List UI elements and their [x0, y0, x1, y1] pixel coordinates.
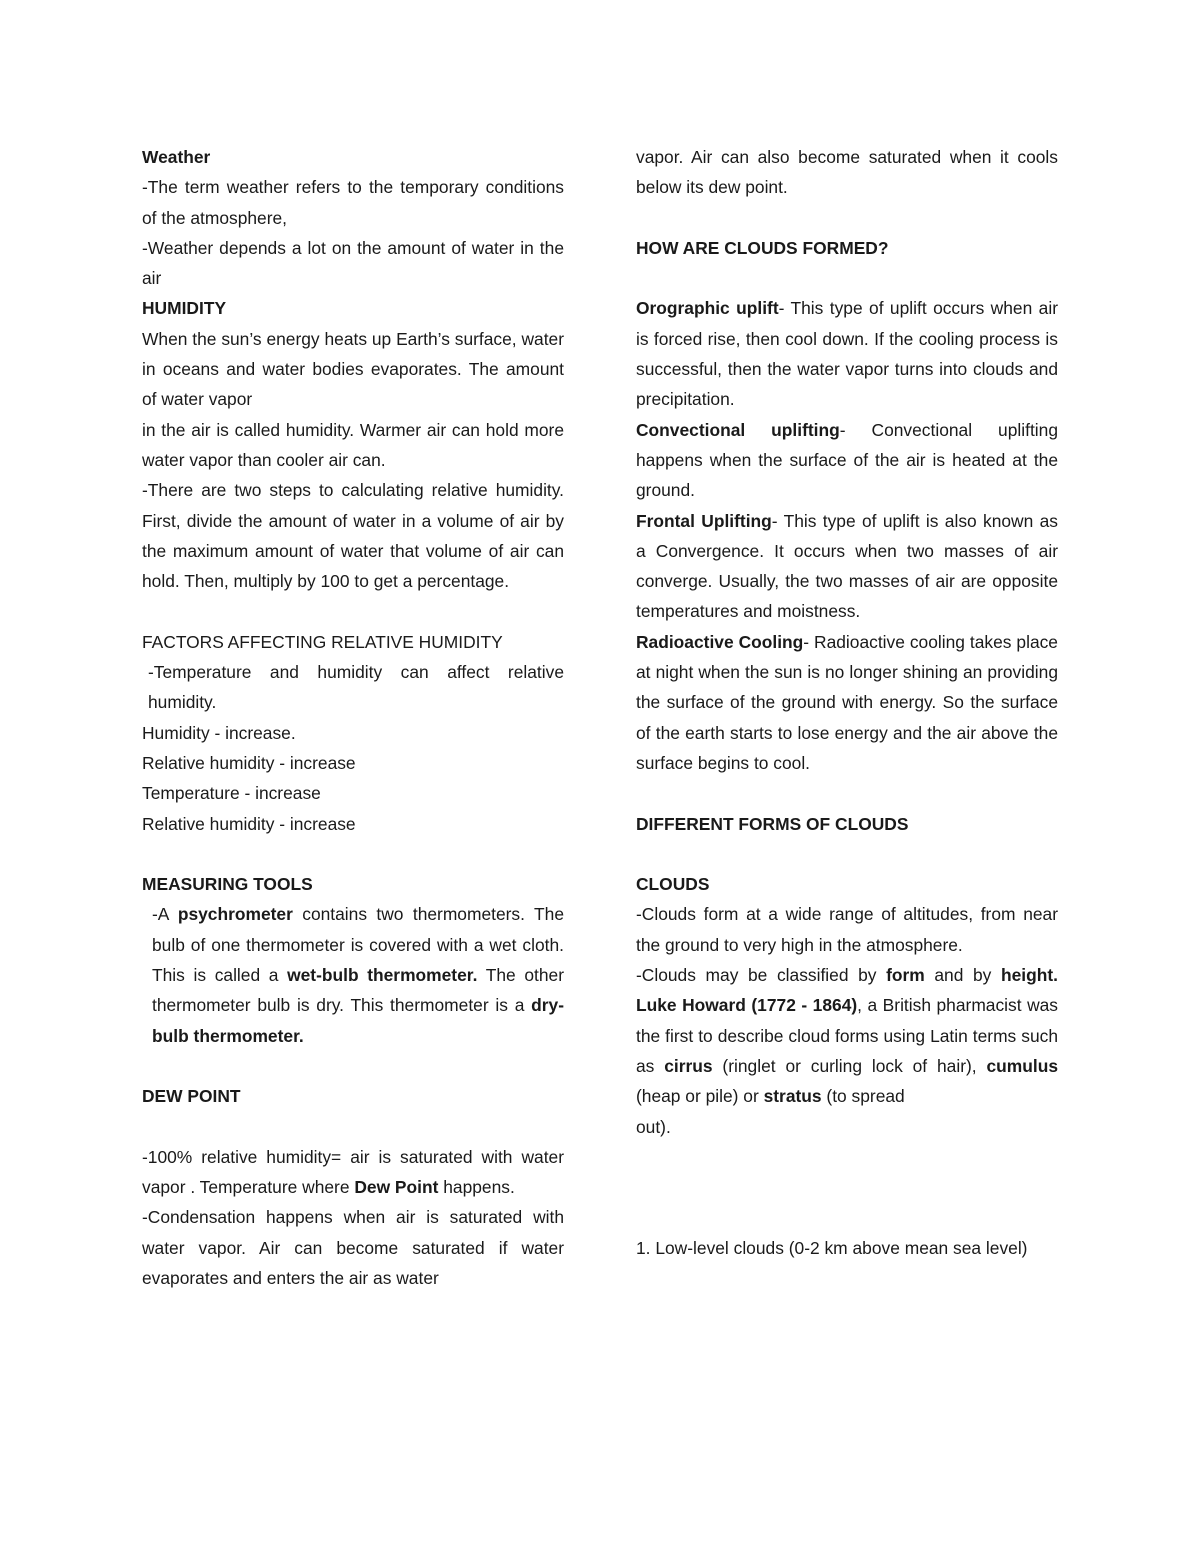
radioactive-cooling-paragraph: Radioactive Cooling- Radioactive cooling takes place at night when the sun is no longer shining an providing the surface of the ground with energy. So the surface of the earth starts to lose energy and the air above the surface begins to cool. [636, 631, 1058, 773]
dew-point-paragraph-2: -Condensation happens when air is saturated with water vapor. Air can become saturated if water evaporates and enters the air as water [142, 1207, 564, 1288]
clouds-paragraph-2: -Clouds may be classified by form and by height. Luke Howard (1772 - 1864), a British pharmacist was the first to describe cloud forms using Latin terms such as cirrus (ringlet or curling lock of hair), cumulus (heap or pile) or stratus (to spread [636, 965, 1058, 1107]
factors-line: Temperature - increase [142, 783, 321, 804]
clouds-heading: CLOUDS [636, 874, 710, 895]
factors-heading: FACTORS AFFECTING RELATIVE HUMIDITY [142, 631, 503, 652]
continued-paragraph: vapor. Air can also become saturated when it cools below its dew point. [636, 147, 1058, 198]
humidity-heading: HUMIDITY [142, 298, 227, 319]
right-column [636, 142, 1058, 1263]
orographic-uplift-paragraph: Orographic uplift- This type of uplift occurs when air is forced rise, then cool down. If the cooling process is successful, then the water vapor turns into clouds and precipitation. [636, 298, 1058, 410]
weather-paragraph-2: -Weather depends a lot on the amount of water in the air [142, 237, 564, 289]
humidity-paragraph-3: -There are two steps to calculating relative humidity. First, divide the amount of water in a volume of air by the maximum amount of water that volume of air can hold. Then, multiply by 100 to get a percentage. [142, 480, 564, 592]
frontal-uplifting-paragraph: Frontal Uplifting- This type of uplift is also known as a Convergence. It occurs when two masses of air converge. Usually, the two masses of air are opposite temperatures and moistness. [636, 510, 1058, 622]
clouds-paragraph-3: out). [636, 1116, 671, 1137]
dew-point-paragraph-1: -100% relative humidity= air is saturated with water vapor . Temperature where Dew Point happens. [142, 1146, 564, 1198]
humidity-paragraph-2: in the air is called humidity. Warmer air can hold more water vapor than cooler air can. [142, 419, 564, 470]
left-column [142, 142, 564, 1293]
clouds-formed-heading: HOW ARE CLOUDS FORMED? [636, 237, 889, 258]
weather-paragraph-1: -The term weather refers to the temporary conditions of the atmosphere, [142, 177, 564, 228]
weather-heading: Weather [142, 147, 211, 167]
measuring-tools-paragraph: -A psychrometer contains two thermometers. The bulb of one thermometer is covered with a wet cloth. This is called a wet-bulb thermometer. The other thermometer bulb is dry. This thermometer is a dry-bulb thermometer. [152, 904, 565, 1046]
dew-point-heading: DEW POINT [142, 1086, 241, 1107]
factors-line: Relative humidity - increase [142, 813, 356, 834]
factors-paragraph: -Temperature and humidity can affect relative humidity. [148, 662, 564, 713]
humidity-paragraph-1: When the sun’s energy heats up Earth’s surface, water in oceans and water bodies evaporates. The amount of water vapor [142, 328, 564, 410]
measuring-tools-heading: MEASURING TOOLS [142, 874, 313, 895]
convectional-uplifting-paragraph: Convectional uplifting- Convectional uplifting happens when the surface of the air is heated at the ground. [636, 419, 1058, 501]
factors-line: Relative humidity - increase [142, 752, 356, 773]
clouds-paragraph-1: -Clouds form at a wide range of altitudes, from near the ground to very high in the atmosphere. [636, 904, 1058, 955]
cloud-forms-heading: DIFFERENT FORMS OF CLOUDS [636, 813, 909, 834]
factors-line: Humidity - increase. [142, 722, 296, 743]
low-level-clouds-item: 1. Low-level clouds (0-2 km above mean sea level) [636, 1237, 1028, 1258]
